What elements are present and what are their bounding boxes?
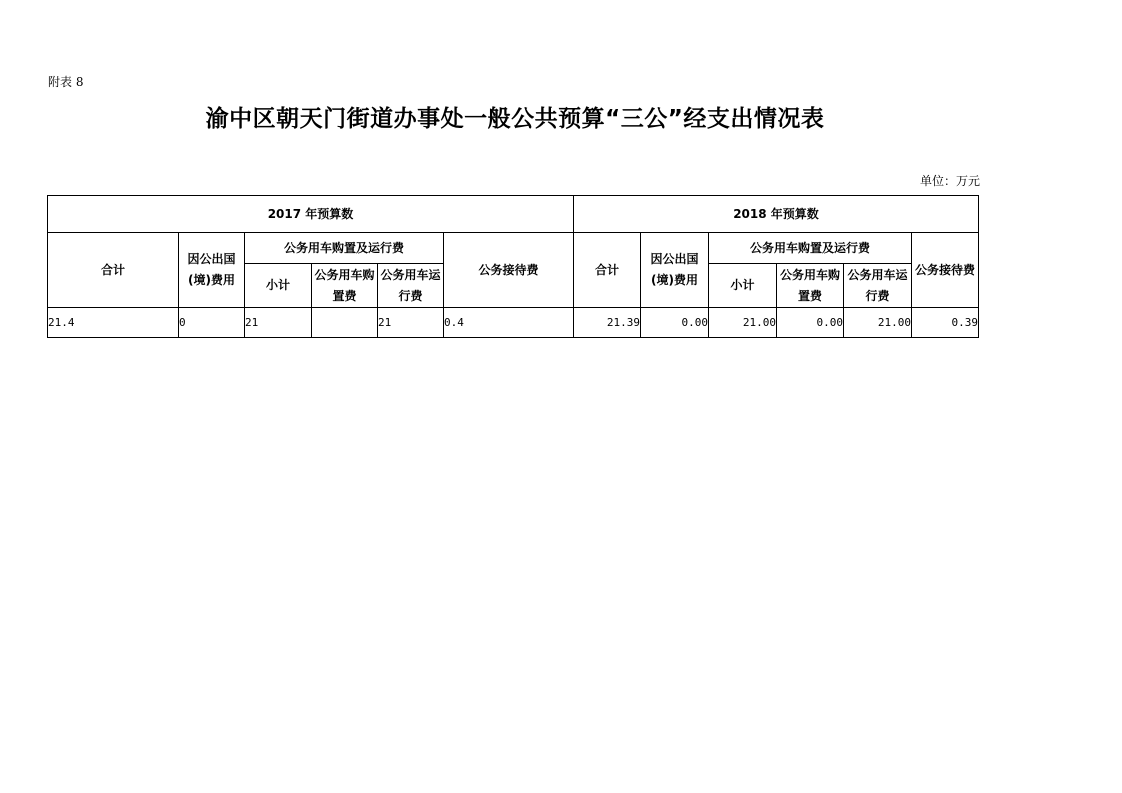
header-2018-purchase: 公务用车购 置费 bbox=[777, 264, 844, 308]
unit-label: 单位：万元 bbox=[919, 174, 980, 188]
header-2017-subtotal: 小计 bbox=[245, 264, 312, 308]
cell-2017-purchase bbox=[312, 308, 378, 338]
header-2017-operation: 公务用车运 行费 bbox=[378, 264, 444, 308]
header-2018-subtotal: 小计 bbox=[709, 264, 777, 308]
header-2017-vehicle: 公务用车购置及运行费 bbox=[245, 233, 444, 264]
header-2018-operation: 公务用车运 行费 bbox=[844, 264, 912, 308]
header-2018-reception: 公务接待费 bbox=[912, 233, 979, 308]
header-2018-budget: 2018 年预算数 bbox=[574, 196, 979, 233]
header-2017-reception: 公务接待费 bbox=[444, 233, 574, 308]
cell-2018-purchase: 0.00 bbox=[777, 308, 844, 338]
cell-2018-subtotal: 21.00 bbox=[709, 308, 777, 338]
appendix-label: 附表 8 bbox=[48, 75, 84, 89]
header-2018-total: 合计 bbox=[574, 233, 641, 308]
table-row bbox=[48, 308, 979, 338]
header-2017-abroad: 因公出国 (境)费用 bbox=[179, 233, 245, 308]
cell-2017-abroad: 0 bbox=[179, 308, 245, 338]
cell-2017-total: 21.4 bbox=[48, 308, 179, 338]
cell-2018-total: 21.39 bbox=[574, 308, 641, 338]
header-2018-abroad: 因公出国 (境)费用 bbox=[641, 233, 709, 308]
cell-2018-abroad: 0.00 bbox=[641, 308, 709, 338]
cell-2017-operation: 21 bbox=[378, 308, 444, 338]
cell-2017-subtotal: 21 bbox=[245, 308, 312, 338]
header-2018-vehicle: 公务用车购置及运行费 bbox=[709, 233, 912, 264]
cell-2018-reception: 0.39 bbox=[912, 308, 979, 338]
budget-table bbox=[47, 195, 979, 338]
page-title: 渝中区朝天门街道办事处一般公共预算“三公”经支出情况表 bbox=[205, 106, 825, 132]
cell-2017-reception: 0.4 bbox=[444, 308, 574, 338]
header-2017-budget: 2017 年预算数 bbox=[48, 196, 574, 233]
cell-2018-operation: 21.00 bbox=[844, 308, 912, 338]
header-2017-total: 合计 bbox=[48, 233, 179, 308]
header-2017-purchase: 公务用车购 置费 bbox=[312, 264, 378, 308]
